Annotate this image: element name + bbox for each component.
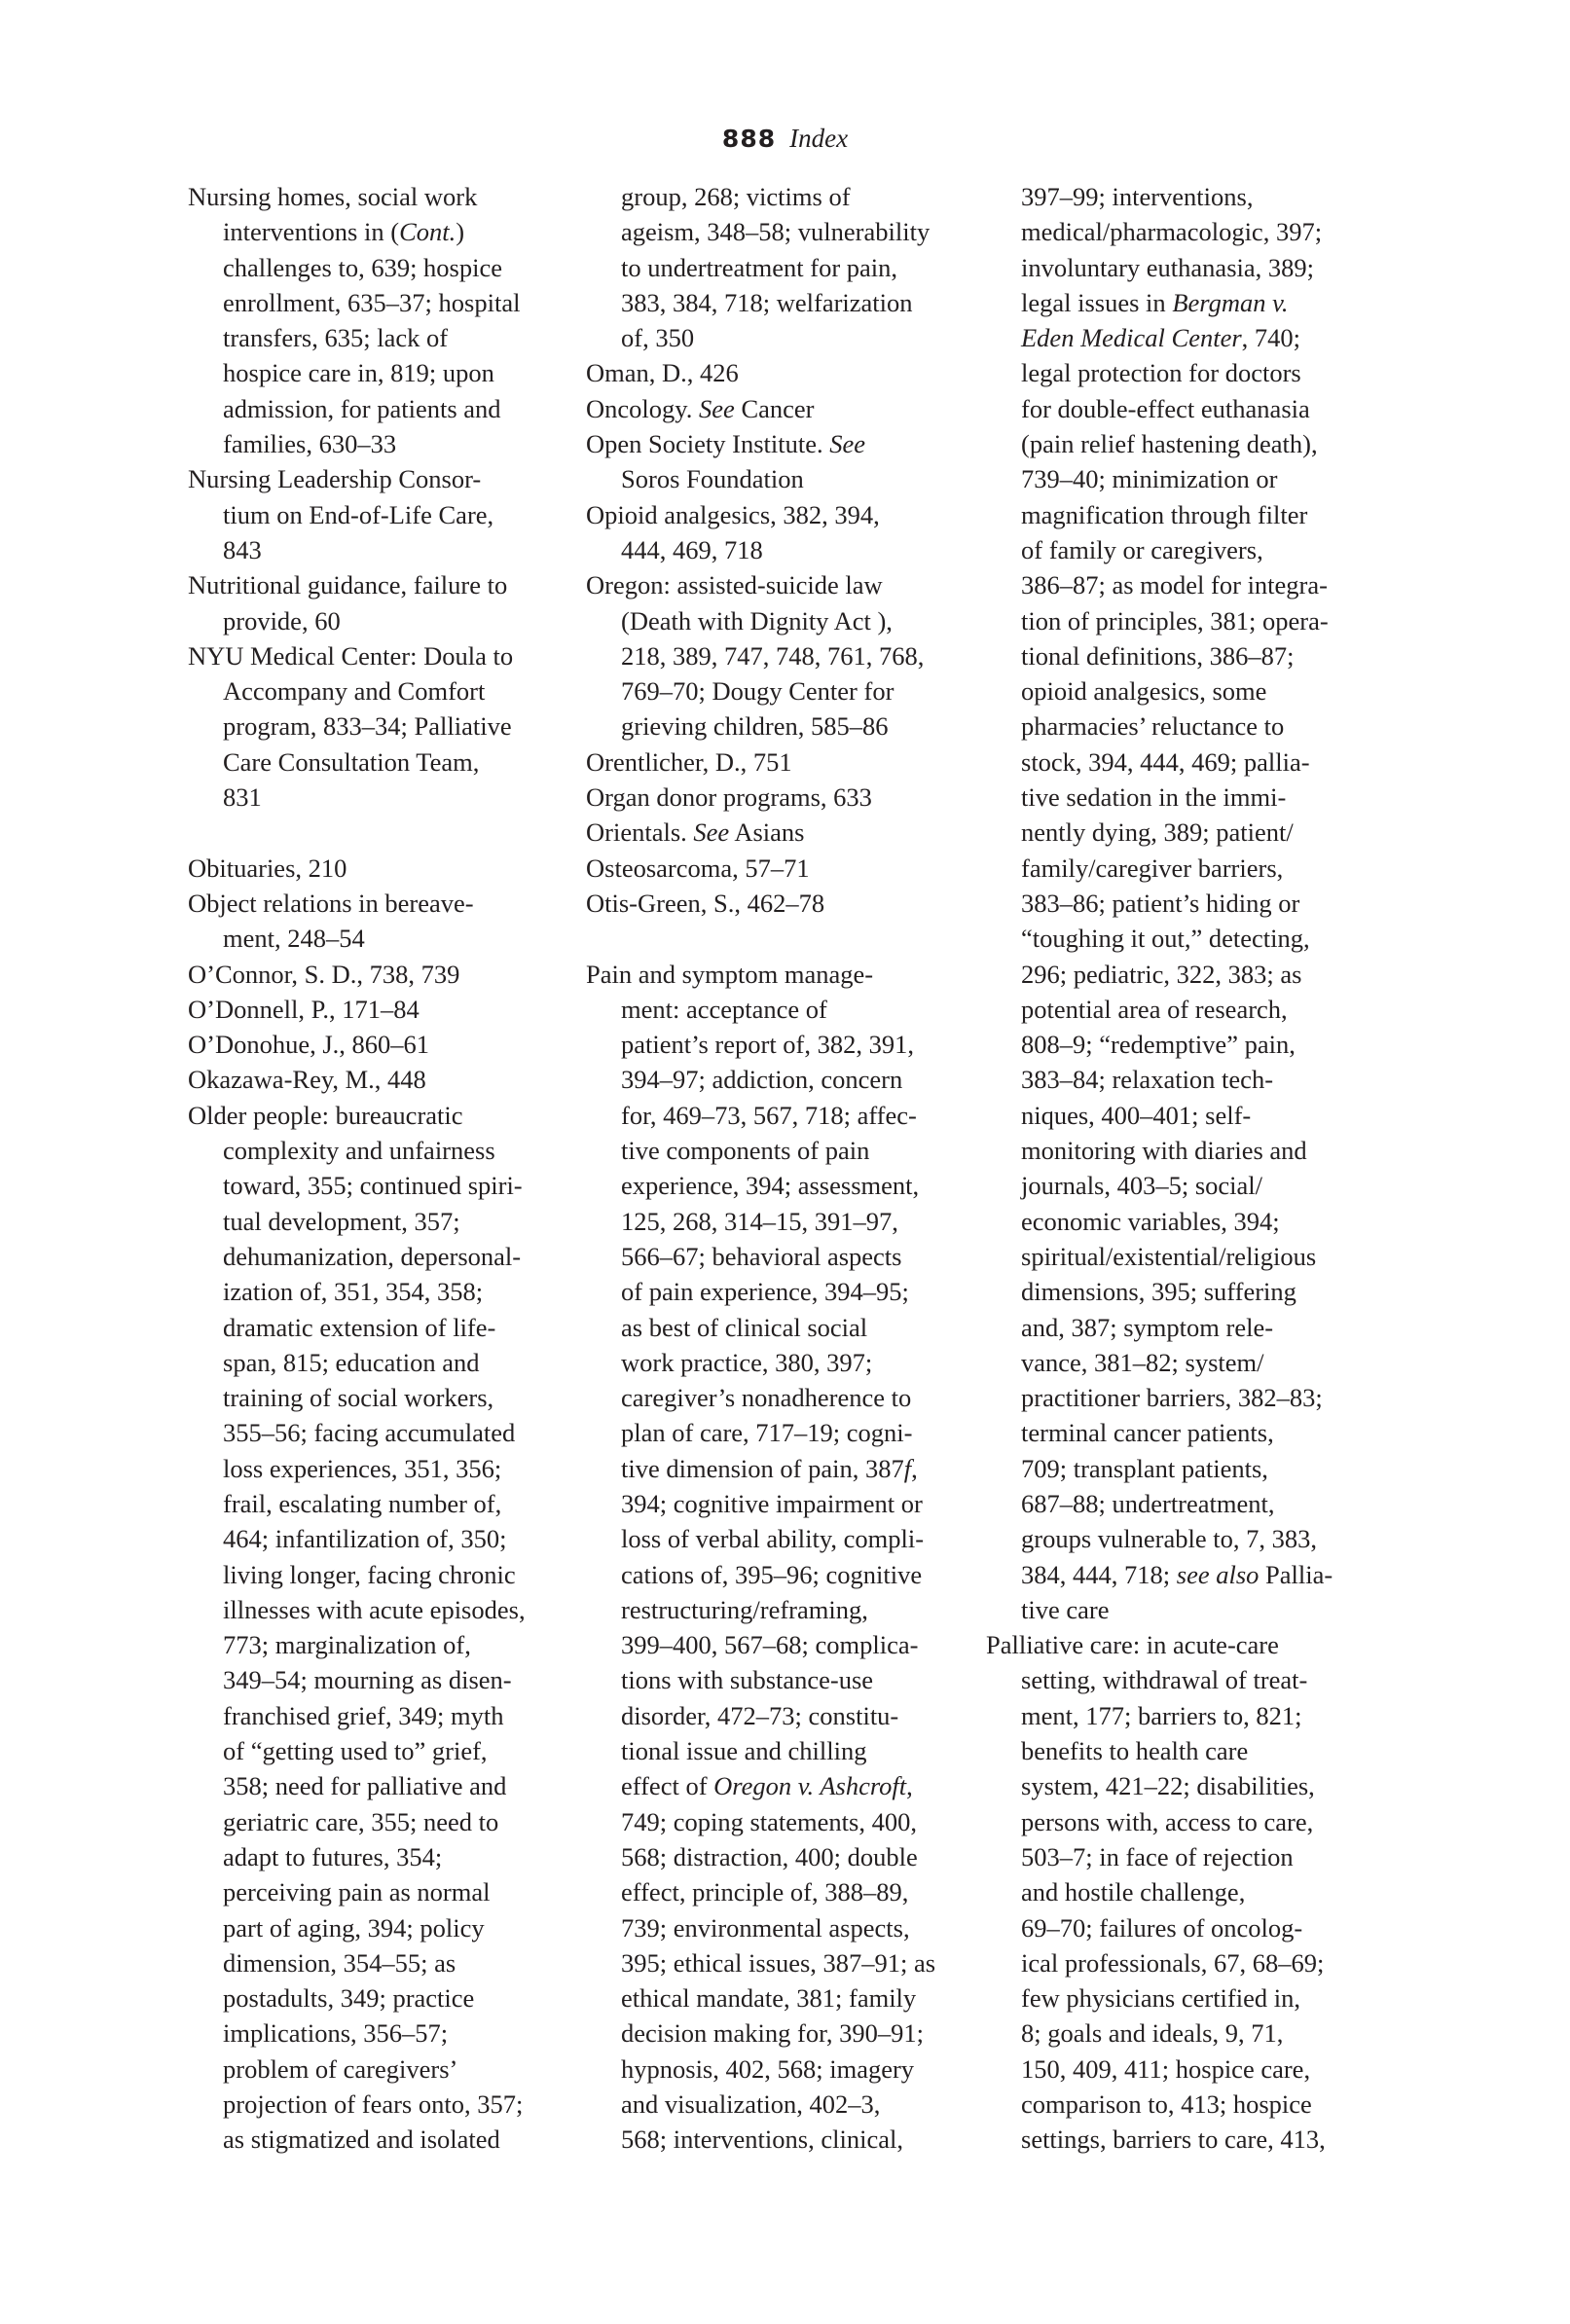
index-entry-heading: Nursing homes, social work bbox=[188, 182, 478, 211]
index-subentry-line: tive dimension of pain, 387f, bbox=[621, 1453, 918, 1483]
index-subentry-line: comparison to, 413; hospice bbox=[1021, 2089, 1312, 2120]
index-subentry-line: legal issues in Bergman v. bbox=[1021, 287, 1289, 317]
index-subentry-line: system, 421–22; disabilities, bbox=[1021, 1771, 1315, 1801]
index-subentry-line: as best of clinical social bbox=[621, 1312, 868, 1342]
index-entry-heading: Oman, D., 426 bbox=[586, 358, 739, 388]
index-subentry-line: tional definitions, 386–87; bbox=[1021, 640, 1295, 671]
index-subentry-line: span, 815; education and bbox=[223, 1347, 480, 1377]
index-subentry-line: 69–70; failures of oncolog- bbox=[1021, 1912, 1303, 1943]
index-subentry-line: tium on End-of-Life Care, bbox=[223, 499, 494, 529]
index-subentry-line: group, 268; victims of bbox=[621, 182, 851, 211]
index-column-3 bbox=[986, 179, 1333, 2158]
index-subentry-line: 358; need for palliative and bbox=[223, 1771, 507, 1801]
index-subentry-line: frail, escalating number of, bbox=[223, 1488, 502, 1518]
index-entry-heading: Otis-Green, S., 462–78 bbox=[586, 888, 825, 918]
index-subentry-line: monitoring with diaries and bbox=[1021, 1136, 1307, 1166]
index-subentry-line: 355–56; facing accumulated bbox=[223, 1418, 516, 1448]
index-subentry-line: 386–87; as model for integra- bbox=[1021, 570, 1328, 600]
index-subentry-line: living longer, facing chronic bbox=[223, 1559, 516, 1589]
index-subentry-line: and, 387; symptom rele- bbox=[1021, 1312, 1274, 1342]
index-subentry-line: 739; environmental aspects, bbox=[621, 1912, 910, 1943]
index-subentry-line: persons with, access to care, bbox=[1021, 1806, 1314, 1836]
index-subentry-line: work practice, 380, 397; bbox=[621, 1347, 873, 1377]
index-subentry-line: caregiver’s nonadherence to bbox=[621, 1383, 912, 1413]
index-subentry-line: 568; interventions, clinical, bbox=[621, 2124, 903, 2155]
index-subentry-line: economic variables, 394; bbox=[1021, 1206, 1280, 1236]
letter-group-gap bbox=[586, 921, 935, 956]
index-subentry-line: tual development, 357; bbox=[223, 1206, 460, 1236]
index-subentry-line: of family or caregivers, bbox=[1021, 534, 1263, 564]
index-subentry-line: franchised grief, 349; myth bbox=[223, 1700, 504, 1730]
index-subentry-line: Care Consultation Team, bbox=[223, 746, 480, 777]
index-entry-heading: Osteosarcoma, 57–71 bbox=[586, 853, 810, 883]
index-subentry-line: effect, principle of, 388–89, bbox=[621, 1877, 909, 1907]
index-subentry-line: illnesses with acute episodes, bbox=[223, 1594, 526, 1624]
index-subentry-line: 687–88; undertreatment, bbox=[1021, 1488, 1275, 1518]
index-entry-heading: Orientals. See Asians bbox=[586, 817, 805, 848]
index-entry-heading: Obituaries, 210 bbox=[188, 853, 347, 883]
index-subentry-line: as stigmatized and isolated bbox=[223, 2124, 500, 2155]
index-subentry-line: vance, 381–82; system/ bbox=[1021, 1347, 1264, 1377]
index-subentry-line: 444, 469, 718 bbox=[621, 534, 763, 564]
index-subentry-line: 383–86; patient’s hiding or bbox=[1021, 888, 1300, 918]
index-subentry-line: benefits to health care bbox=[1021, 1736, 1249, 1766]
index-subentry-line: to undertreatment for pain, bbox=[621, 252, 898, 282]
index-subentry-line: settings, barriers to care, 413, bbox=[1021, 2124, 1326, 2155]
index-subentry-line: loss experiences, 351, 356; bbox=[223, 1453, 502, 1483]
index-entry-heading: Pain and symptom manage- bbox=[586, 959, 874, 989]
index-subentry-line: ethical mandate, 381; family bbox=[621, 1983, 917, 2014]
index-subentry-line: 808–9; “redemptive” pain, bbox=[1021, 1030, 1296, 1060]
index-subentry-line: ment, 248–54 bbox=[223, 924, 365, 954]
index-subentry-line: pharmacies’ reluctance to bbox=[1021, 711, 1285, 742]
index-subentry-line: “toughing it out,” detecting, bbox=[1021, 924, 1310, 954]
index-column-1 bbox=[188, 179, 526, 2158]
index-entry-heading: Older people: bureaucratic bbox=[188, 1100, 463, 1130]
index-subentry-line: 395; ethical issues, 387–91; as bbox=[621, 1947, 936, 1978]
index-subentry-line: program, 833–34; Palliative bbox=[223, 711, 512, 742]
index-subentry-line: few physicians certified in, bbox=[1021, 1983, 1300, 2014]
index-subentry-line: grieving children, 585–86 bbox=[621, 711, 889, 742]
index-subentry-line: loss of verbal ability, compli- bbox=[621, 1524, 925, 1554]
index-subentry-line: potential area of research, bbox=[1021, 994, 1288, 1024]
index-subentry-line: dimension, 354–55; as bbox=[223, 1947, 456, 1978]
index-subentry-line: setting, withdrawal of treat- bbox=[1021, 1665, 1308, 1695]
index-subentry-line: tions with substance-use bbox=[621, 1665, 874, 1695]
index-entry-heading: Object relations in bereave- bbox=[188, 888, 474, 918]
index-subentry-line: of pain experience, 394–95; bbox=[621, 1277, 909, 1307]
index-subentry-line: 709; transplant patients, bbox=[1021, 1453, 1268, 1483]
page-number: 888 bbox=[721, 125, 777, 153]
index-subentry-line: terminal cancer patients, bbox=[1021, 1418, 1274, 1448]
index-subentry-line: 296; pediatric, 322, 383; as bbox=[1021, 959, 1302, 989]
index-subentry-line: 394–97; addiction, concern bbox=[621, 1065, 903, 1095]
index-entry-heading: O’Donohue, J., 860–61 bbox=[188, 1030, 430, 1060]
index-subentry-line: toward, 355; continued spiri- bbox=[223, 1171, 523, 1201]
index-entry-heading: O’Donnell, P., 171–84 bbox=[188, 994, 420, 1024]
index-subentry-line: ment: acceptance of bbox=[621, 994, 827, 1024]
index-entry-heading: Okazawa-Rey, M., 448 bbox=[188, 1065, 426, 1095]
index-subentry-line: practitioner barriers, 382–83; bbox=[1021, 1383, 1323, 1413]
index-subentry-line: tive care bbox=[1021, 1594, 1110, 1624]
index-subentry-line: training of social workers, bbox=[223, 1383, 494, 1413]
index-entry-heading: Oregon: assisted-suicide law bbox=[586, 570, 883, 600]
index-subentry-line: Accompany and Comfort bbox=[223, 676, 486, 707]
index-subentry-line: plan of care, 717–19; cogni- bbox=[621, 1418, 913, 1448]
index-subentry-line: 773; marginalization of, bbox=[223, 1630, 471, 1660]
index-subentry-line: opioid analgesics, some bbox=[1021, 676, 1267, 707]
index-subentry-line: 843 bbox=[223, 534, 262, 564]
index-subentry-line: and hostile challenge, bbox=[1021, 1877, 1246, 1907]
index-subentry-line: (pain relief hastening death), bbox=[1021, 429, 1318, 459]
index-subentry-line: stock, 394, 444, 469; pallia- bbox=[1021, 746, 1310, 777]
index-subentry-line: (Death with Dignity Act ), bbox=[621, 605, 893, 635]
index-subentry-line: perceiving pain as normal bbox=[223, 1877, 491, 1907]
index-subentry-line: medical/pharmacologic, 397; bbox=[1021, 217, 1323, 247]
index-subentry-line: of, 350 bbox=[621, 323, 695, 353]
index-subentry-line: nently dying, 389; patient/ bbox=[1021, 817, 1294, 848]
running-head bbox=[0, 123, 1570, 155]
index-subentry-line: experience, 394; assessment, bbox=[621, 1171, 920, 1201]
index-subentry-line: tional issue and chilling bbox=[621, 1736, 867, 1766]
index-subentry-line: dehumanization, depersonal- bbox=[223, 1241, 522, 1271]
index-subentry-line: spiritual/existential/religious bbox=[1021, 1241, 1317, 1271]
index-subentry-line: 739–40; minimization or bbox=[1021, 464, 1278, 494]
index-entry-heading: Palliative care: in acute-care bbox=[986, 1630, 1279, 1660]
index-subentry-line: 349–54; mourning as disen- bbox=[223, 1665, 512, 1695]
index-subentry-line: 503–7; in face of rejection bbox=[1021, 1841, 1294, 1871]
index-subentry-line: 383, 384, 718; welfarization bbox=[621, 287, 913, 317]
index-subentry-line: Soros Foundation bbox=[621, 464, 804, 494]
index-subentry-line: restructuring/reframing, bbox=[621, 1594, 868, 1624]
index-subentry-line: legal protection for doctors bbox=[1021, 358, 1301, 388]
index-subentry-line: 125, 268, 314–15, 391–97, bbox=[621, 1206, 898, 1236]
index-subentry-line: hospice care in, 819; upon bbox=[223, 358, 494, 388]
index-subentry-line: tive components of pain bbox=[621, 1136, 870, 1166]
index-entry-heading: Nursing Leadership Consor- bbox=[188, 464, 482, 494]
index-subentry-line: 769–70; Dougy Center for bbox=[621, 676, 895, 707]
index-entry-heading: Nutritional guidance, failure to bbox=[188, 570, 508, 600]
index-subentry-line: for, 469–73, 567, 718; affec- bbox=[621, 1100, 917, 1130]
index-entry-heading: NYU Medical Center: Doula to bbox=[188, 640, 514, 671]
index-subentry-line: ment, 177; barriers to, 821; bbox=[1021, 1700, 1302, 1730]
index-subentry-line: cations of, 395–96; cognitive bbox=[621, 1559, 923, 1589]
index-subentry-line: transfers, 635; lack of bbox=[223, 323, 449, 353]
index-subentry-line: ization of, 351, 354, 358; bbox=[223, 1277, 484, 1307]
index-subentry-line: 150, 409, 411; hospice care, bbox=[1021, 2053, 1311, 2084]
index-entry-heading: Oncology. See Cancer bbox=[586, 393, 815, 423]
index-subentry-line: of “getting used to” grief, bbox=[223, 1736, 488, 1766]
index-subentry-line: 218, 389, 747, 748, 761, 768, bbox=[621, 640, 925, 671]
index-subentry-line: 566–67; behavioral aspects bbox=[621, 1241, 902, 1271]
index-subentry-line: 397–99; interventions, bbox=[1021, 182, 1254, 211]
index-column-2 bbox=[586, 179, 935, 2158]
index-subentry-line: for double-effect euthanasia bbox=[1021, 393, 1310, 423]
index-subentry-line: involuntary euthanasia, 389; bbox=[1021, 252, 1314, 282]
index-subentry-line: projection of fears onto, 357; bbox=[223, 2089, 524, 2120]
index-subentry-line: 399–400, 567–68; complica- bbox=[621, 1630, 919, 1660]
index-subentry-line: tion of principles, 381; opera- bbox=[1021, 605, 1329, 635]
index-subentry-line: ageism, 348–58; vulnerability bbox=[621, 217, 931, 247]
index-subentry-line: enrollment, 635–37; hospital bbox=[223, 287, 521, 317]
index-entry-heading: Open Society Institute. See bbox=[586, 429, 866, 459]
index-subentry-line: niques, 400–401; self- bbox=[1021, 1100, 1252, 1130]
index-subentry-line: 831 bbox=[223, 782, 262, 813]
section-title: Index bbox=[789, 124, 849, 153]
index-subentry-line: journals, 403–5; social/ bbox=[1021, 1171, 1263, 1201]
index-subentry-line: 8; goals and ideals, 9, 71, bbox=[1021, 2018, 1284, 2049]
index-subentry-line: 384, 444, 718; see also Pallia- bbox=[1021, 1559, 1333, 1589]
index-subentry-line: part of aging, 394; policy bbox=[223, 1912, 485, 1943]
index-subentry-line: 568; distraction, 400; double bbox=[621, 1841, 918, 1871]
index-subentry-line: 383–84; relaxation tech- bbox=[1021, 1065, 1274, 1095]
index-entry-heading: Organ donor programs, 633 bbox=[586, 782, 872, 813]
index-entry-heading: Orentlicher, D., 751 bbox=[586, 746, 792, 777]
index-subentry-line: 394; cognitive impairment or bbox=[621, 1488, 923, 1518]
index-subentry-line: complexity and unfairness bbox=[223, 1136, 495, 1166]
index-subentry-line: family/caregiver barriers, bbox=[1021, 853, 1284, 883]
index-subentry-line: decision making for, 390–91; bbox=[621, 2018, 924, 2049]
index-subentry-line: effect of Oregon v. Ashcroft, bbox=[621, 1771, 913, 1801]
index-entry-heading: O’Connor, S. D., 738, 739 bbox=[188, 959, 460, 989]
index-subentry-line: disorder, 472–73; constitu- bbox=[621, 1700, 899, 1730]
index-subentry-line: 749; coping statements, 400, bbox=[621, 1806, 917, 1836]
index-subentry-line: magnification through filter bbox=[1021, 499, 1308, 529]
index-subentry-line: adapt to futures, 354; bbox=[223, 1841, 443, 1871]
index-subentry-line: admission, for patients and bbox=[223, 393, 501, 423]
index-subentry-line: postadults, 349; practice bbox=[223, 1983, 475, 2014]
index-subentry-line: interventions in (Cont.) bbox=[223, 217, 465, 247]
index-subentry-line: dramatic extension of life- bbox=[223, 1312, 496, 1342]
index-subentry-line: hypnosis, 402, 568; imagery bbox=[621, 2053, 915, 2084]
index-entry-heading: Opioid analgesics, 382, 394, bbox=[586, 499, 880, 529]
index-subentry-line: patient’s report of, 382, 391, bbox=[621, 1030, 915, 1060]
index-subentry-line: ical professionals, 67, 68–69; bbox=[1021, 1947, 1325, 1978]
index-subentry-line: Eden Medical Center, 740; bbox=[1021, 323, 1301, 353]
index-subentry-line: provide, 60 bbox=[223, 605, 341, 635]
index-subentry-line: challenges to, 639; hospice bbox=[223, 252, 503, 282]
index-subentry-line: implications, 356–57; bbox=[223, 2018, 449, 2049]
index-subentry-line: problem of caregivers’ bbox=[223, 2053, 458, 2084]
index-subentry-line: 464; infantilization of, 350; bbox=[223, 1524, 507, 1554]
index-subentry-line: tive sedation in the immi- bbox=[1021, 782, 1287, 813]
index-subentry-line: groups vulnerable to, 7, 383, bbox=[1021, 1524, 1317, 1554]
index-subentry-line: geriatric care, 355; need to bbox=[223, 1806, 499, 1836]
letter-group-gap bbox=[188, 815, 526, 850]
index-subentry-line: dimensions, 395; suffering bbox=[1021, 1277, 1296, 1307]
index-subentry-line: and visualization, 402–3, bbox=[621, 2089, 881, 2120]
index-subentry-line: families, 630–33 bbox=[223, 429, 397, 459]
